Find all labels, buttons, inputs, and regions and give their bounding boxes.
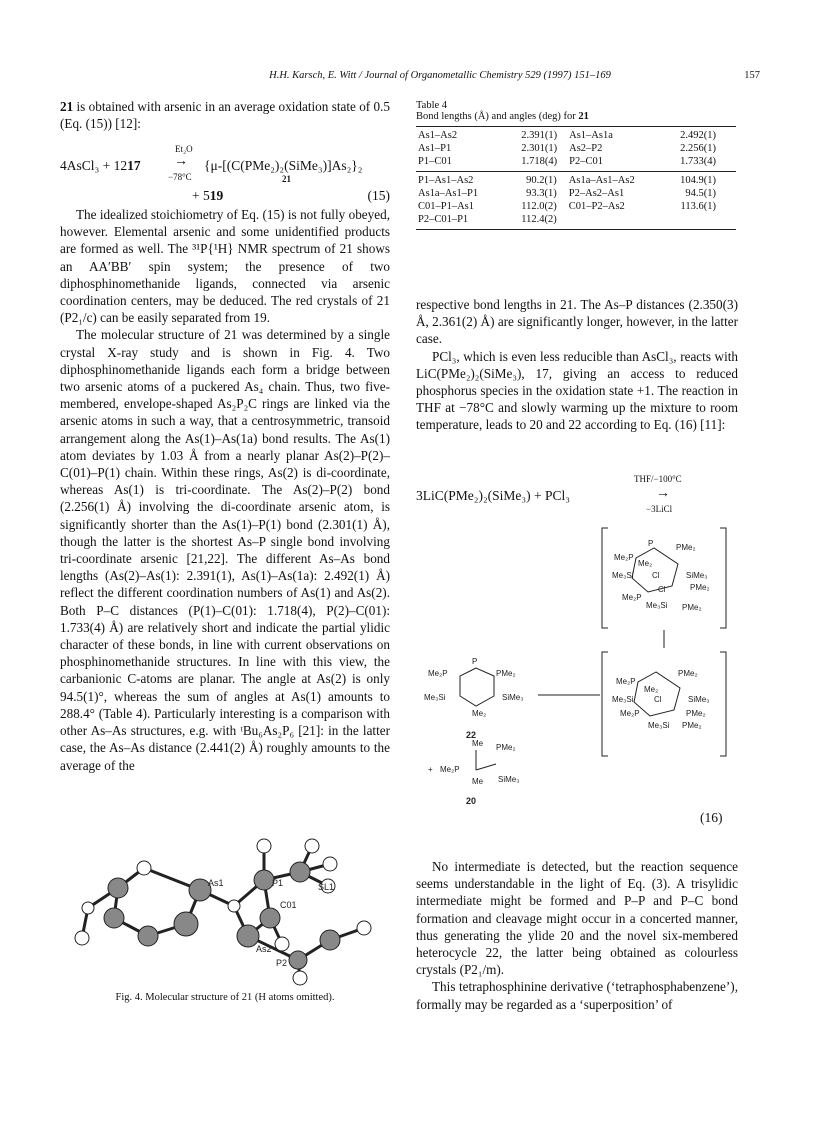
eq16-condition-bottom: −3LiCl	[646, 504, 673, 514]
eq15-condition-bottom: −78°C	[168, 172, 192, 182]
label-as1: As1	[208, 878, 224, 888]
paragraph-pcl3: PCl₃, which is even less reducible than AsCl₃, reacts with LiC(PMe₂)₂(SiMe₃), 17, giving an access to reduced phosphorus species in the oxidation state +1. The reaction in THF at −78°C and slowly warming up the mixture to room temperature, leads to 20 and 22 according to Eq. (16) [11]:	[416, 348, 738, 433]
scheme-text: SiMe₃	[502, 693, 524, 702]
compound-label-20: 20	[466, 796, 477, 806]
eq15-number: (15)	[367, 188, 390, 203]
running-title: H.H. Karsch, E. Witt / Journal of Organometallic Chemistry 529 (1997) 151–169	[269, 70, 611, 81]
eq15-condition-top: Et₂O	[175, 144, 193, 154]
scheme-text: Me	[472, 777, 484, 786]
eq15-product-label: 21	[282, 174, 291, 184]
page-number: 157	[744, 70, 760, 81]
paragraph-structure: The molecular structure of 21 was determined by a single crystal X-ray study and is shown in Fig. 4. Two diphosphinomethanide ligands each form a bridge between two arsenic atoms of a puckered As₄ chain. Thus, two five-membered, envelope-shaped As₂P₂C rings are linked via the arsenic atoms in such a way, that a centrosymmetric, transoid arrangement along the As(1)–As(1a) bond results. The As(1) atom deviates by 1.03 Å from a nearly planar As(2)–P(2)–C(01)–P(1) chain. Within these rings, As(2) is di-coordinate, whereas As(1) is tri-coordinate. The As(2)–P(2) bond (2.256(1) Å) involving the di-coordinate arsenic atom, is significantly shorter than the As(1)–P(1) bond (2.301(1) Å), though the latter is the shortest As–P single bond involving tri-coordinate arsenic [21,22]. The different As–As bond lengths (As(2)–As(1): 2.391(1), As(1)–As(1a): 2.492(1) Å) reflect the different coordination numbers of As(1) and As(2). Both P–C distances (P(1)–C(01): 1.718(4), P(2)–C(01): 1.733(4) Å) are relatively short and indicate the partial ylidic character of these bonds, in line with current observations on phosphinomethanide structures. In line with this view, the carbanionic C-atoms are planar. The angle at As(2) is only 94.5(1)°, whereas the sum of angles at As(1) amounts to 288.4° (Table 4). Particularly interesting is a comparison with other As–As structures, e.g. with ᵗBu₆As₂P₆ [21]: in the latter case, the As–As distance (2.441(2) Å) roughly amounts to the average of the	[60, 327, 390, 773]
intro-paragraph: 21 is obtained with arsenic in an average oxidation state of 0.5 (Eq. (15)) [12]:	[60, 99, 390, 132]
scheme-text: PMe₂	[682, 721, 702, 730]
scheme-text: Me₂P	[616, 677, 636, 686]
scheme-text: P	[472, 657, 478, 666]
scheme-text: SiMe₃	[688, 695, 710, 704]
scheme-text: Me₃Si	[424, 693, 446, 702]
scheme-text: Me₃Si	[646, 601, 668, 610]
table-row: As1–P1 2.301(1) As2–P2 2.256(1)	[418, 143, 716, 154]
eq16-number: (16)	[700, 810, 723, 825]
paragraph-nmr: The idealized stoichiometry of Eq. (15) is not fully obeyed, however. Elemental arsenic and some unidentified products are formed as well. The ³¹P{¹H} NMR spectrum of 21 shows an AA′BB′ spin system; the presence of two diphosphinomethanide ligands, connected via arsenic coordination centers, may be deduced. The red crystals of 21 (P2₁/c) can be easily separated from 19.	[60, 207, 390, 326]
right-body-text-lower	[416, 858, 738, 1013]
equation-16	[416, 474, 738, 516]
eq15-product: {μ-[(C(PMe₂)₂(SiMe₃)]As₂}₂	[204, 158, 363, 173]
scheme-text: Me₂P	[620, 709, 640, 718]
scheme-text: Cl	[652, 571, 660, 580]
scheme-text: PMe₂	[678, 669, 698, 678]
scheme-text: Me₂P	[614, 553, 634, 562]
eq15-line2: + 519	[192, 188, 224, 203]
left-column	[60, 98, 390, 132]
paragraph-tetraphosphinine: This tetraphosphinine derivative (‘tetraphosphabenzene’), formally may be regarded as a ‘superposition’ of	[416, 979, 738, 1012]
table-row: As1–As2 2.391(1) As1–As1a 2.492(1)	[418, 130, 716, 141]
scheme-text: Me₂	[472, 709, 487, 718]
scheme-text: PMe₂	[496, 669, 516, 678]
eq16-condition-top: THF/−100°C	[634, 474, 682, 484]
table-row: C01–P1–As1 112.0(2) C01–P2–As2 113.6(1)	[418, 201, 716, 212]
arrow-icon: →	[174, 154, 188, 169]
table-row: P2–C01–P1 112.4(2)	[418, 214, 557, 225]
scheme-text: PMe₂	[686, 709, 706, 718]
scheme-text: +	[428, 765, 433, 774]
scheme-text: PMe₂	[682, 603, 702, 612]
scheme-text: Me₂P	[428, 669, 448, 678]
right-body-text	[416, 296, 738, 434]
scheme-text: Cl	[658, 585, 666, 594]
label-as2: As2	[256, 944, 272, 954]
scheme-text: Me₂	[638, 559, 653, 568]
label-p1: P1	[272, 878, 284, 888]
equation-15	[60, 144, 390, 208]
scheme-text: Me₂P	[440, 765, 460, 774]
scheme-text: PMe₂	[690, 583, 710, 592]
paragraph-as-p-distances: respective bond lengths in 21. The As–P distances (2.350(3) Å, 2.361(2) Å) are significantly longer, however, in the latter case.	[416, 297, 738, 347]
scheme-text: PMe₂	[496, 743, 516, 752]
bond-lengths-table	[416, 129, 726, 168]
label-si1: SL1	[318, 882, 335, 892]
table-4	[416, 100, 736, 230]
label-c01: C01	[280, 900, 297, 910]
scheme-text: SiMe₃	[686, 571, 708, 580]
scheme-text: Me₂P	[622, 593, 642, 602]
reaction-scheme	[416, 520, 738, 810]
left-body-text	[60, 206, 390, 774]
table-row: P1–As1–As2 90.2(1) As1a–As1–As2 104.9(1)	[418, 175, 716, 186]
paragraph-mechanism: No intermediate is detected, but the reaction sequence seems understandable in the light of Eq. (3). A trisylidic intermediate might be formed and P–P and P–C bond formation and cleavage might occur in a concerted manner, thus generating the ylide 20 and the novel six-membered heterocycle 22, the latter being obtained as colourless crystals (P2₁/m).	[416, 859, 738, 978]
scheme-text: SiMe₃	[498, 775, 520, 784]
arrow-icon: →	[656, 486, 670, 501]
scheme-text: Me₃Si	[612, 695, 634, 704]
scheme-text: PMe₂	[676, 543, 696, 552]
scheme-text: Me₃Si	[612, 571, 634, 580]
scheme-text: Me₃Si	[648, 721, 670, 730]
eq15-reactants: 4AsCl₃ + 1217	[60, 158, 141, 173]
label-p2: P2	[276, 958, 288, 968]
table-title: Table 4	[416, 100, 448, 111]
figure-caption: Fig. 4. Molecular structure of 21 (H atoms omitted).	[115, 992, 335, 1003]
bond-angles-table	[416, 174, 726, 226]
compound-label-22: 22	[466, 730, 477, 740]
scheme-text: P	[648, 539, 654, 548]
table-row: As1a–As1–P1 93.3(1) P2–As2–As1 94.5(1)	[418, 188, 716, 199]
molecular-structure-figure	[68, 828, 384, 986]
running-header	[60, 70, 760, 81]
scheme-text: Me	[472, 739, 484, 748]
scheme-text: Me₂	[644, 685, 659, 694]
table-row: P1–C01 1.718(4) P2–C01 1.733(4)	[418, 156, 716, 167]
scheme-text: Cl	[654, 695, 662, 704]
eq16-reactants: 3LiC(PMe₂)₂(SiMe₃) + PCl₃	[416, 488, 570, 503]
table-subtitle: Bond lengths (Å) and angles (deg) for 21	[416, 111, 589, 122]
